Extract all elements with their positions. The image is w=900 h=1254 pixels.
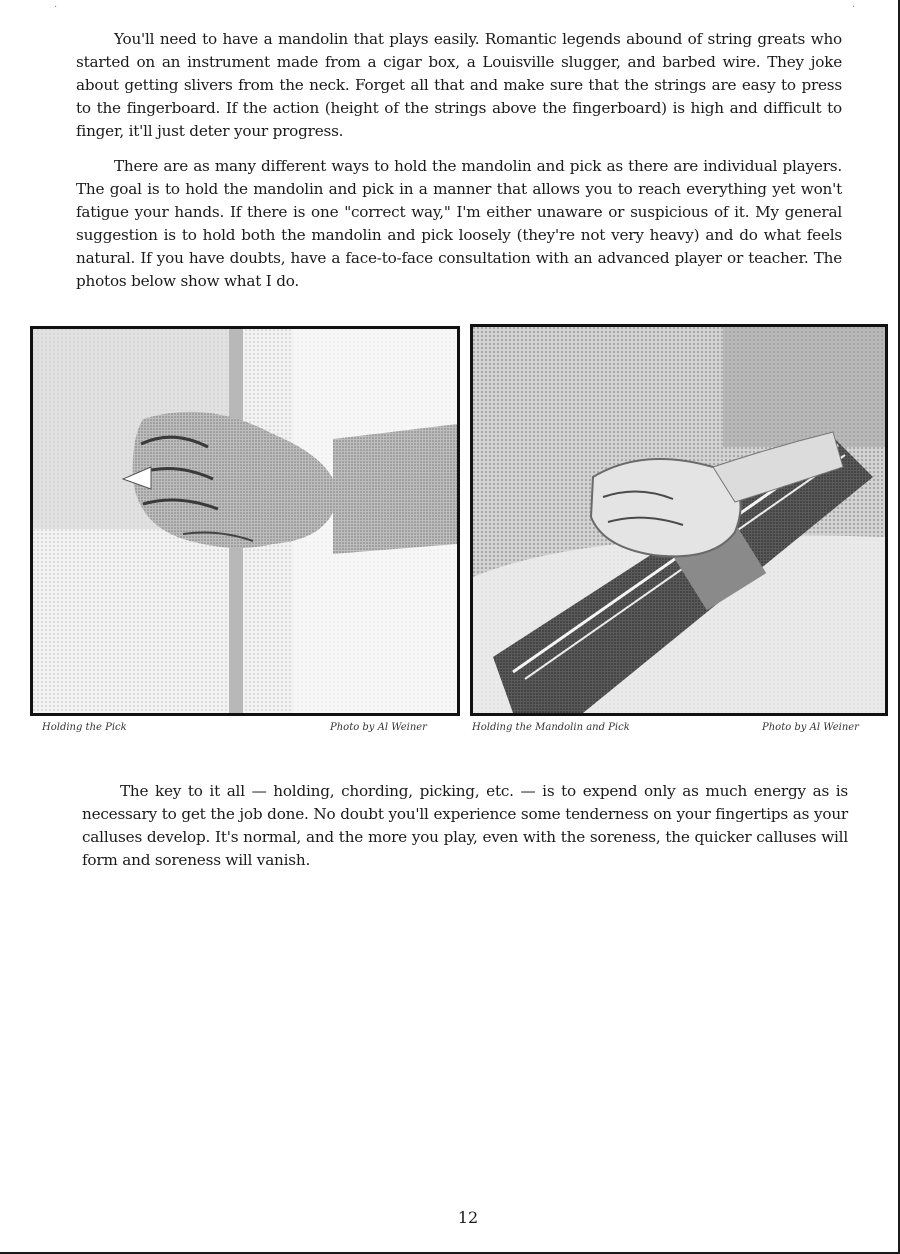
photo-caption-left: Holding the Pick — [42, 722, 127, 733]
paragraph-mandolin-playability: You'll need to have a mandolin that plays easily. Romantic legends abound of string greats who started on an instrument made from a cigar box, a Louisville slugger, and barbed wire. They joke about getting slivers from the neck. Forget all that and make sure that the strings are easy to press to the fingerboard. If the action (height of the strings above the fingerboard) is high and difficult to finger, it'll just deter your progress. — [76, 30, 842, 140]
photo-caption-right: Holding the Mandolin and Pick — [472, 722, 630, 733]
photo-credit-left: Photo by Al Weiner — [330, 722, 427, 733]
mandolin-and-hand-image — [473, 327, 885, 713]
page-number: 12 — [457, 1208, 479, 1227]
photo-holding-mandolin-and-pick — [470, 324, 888, 716]
photo-holding-pick — [30, 326, 460, 716]
paragraph-energy-and-calluses: The key to it all — holding, chording, picking, etc. — is to expend only as much energy as is necessary to get the job done. No doubt you'll experience some tenderness on your fingertips as your calluses develop. It's normal, and the more you play, even with the soreness, the quicker calluses will form and soreness will vanish. — [82, 782, 848, 869]
paragraph-holding-technique: There are as many different ways to hold the mandolin and pick as there are individual players. The goal is to hold the mandolin and pick in a manner that allows you to reach everything yet won't fatigue your hands. If there is one "correct way," I'm either unaware or suspicious of it. My general suggestion is to hold both the mandolin and pick loosely (they're not very heavy) and do what feels natural. If you have doubts, have a face-to-face consultation with an advanced player or teacher. The photos below show what I do. — [76, 157, 842, 290]
hand-holding-pick-image — [33, 329, 457, 713]
scan-mark: · — [852, 2, 856, 13]
scan-mark: · — [54, 2, 58, 13]
photo-credit-right: Photo by Al Weiner — [762, 722, 859, 733]
